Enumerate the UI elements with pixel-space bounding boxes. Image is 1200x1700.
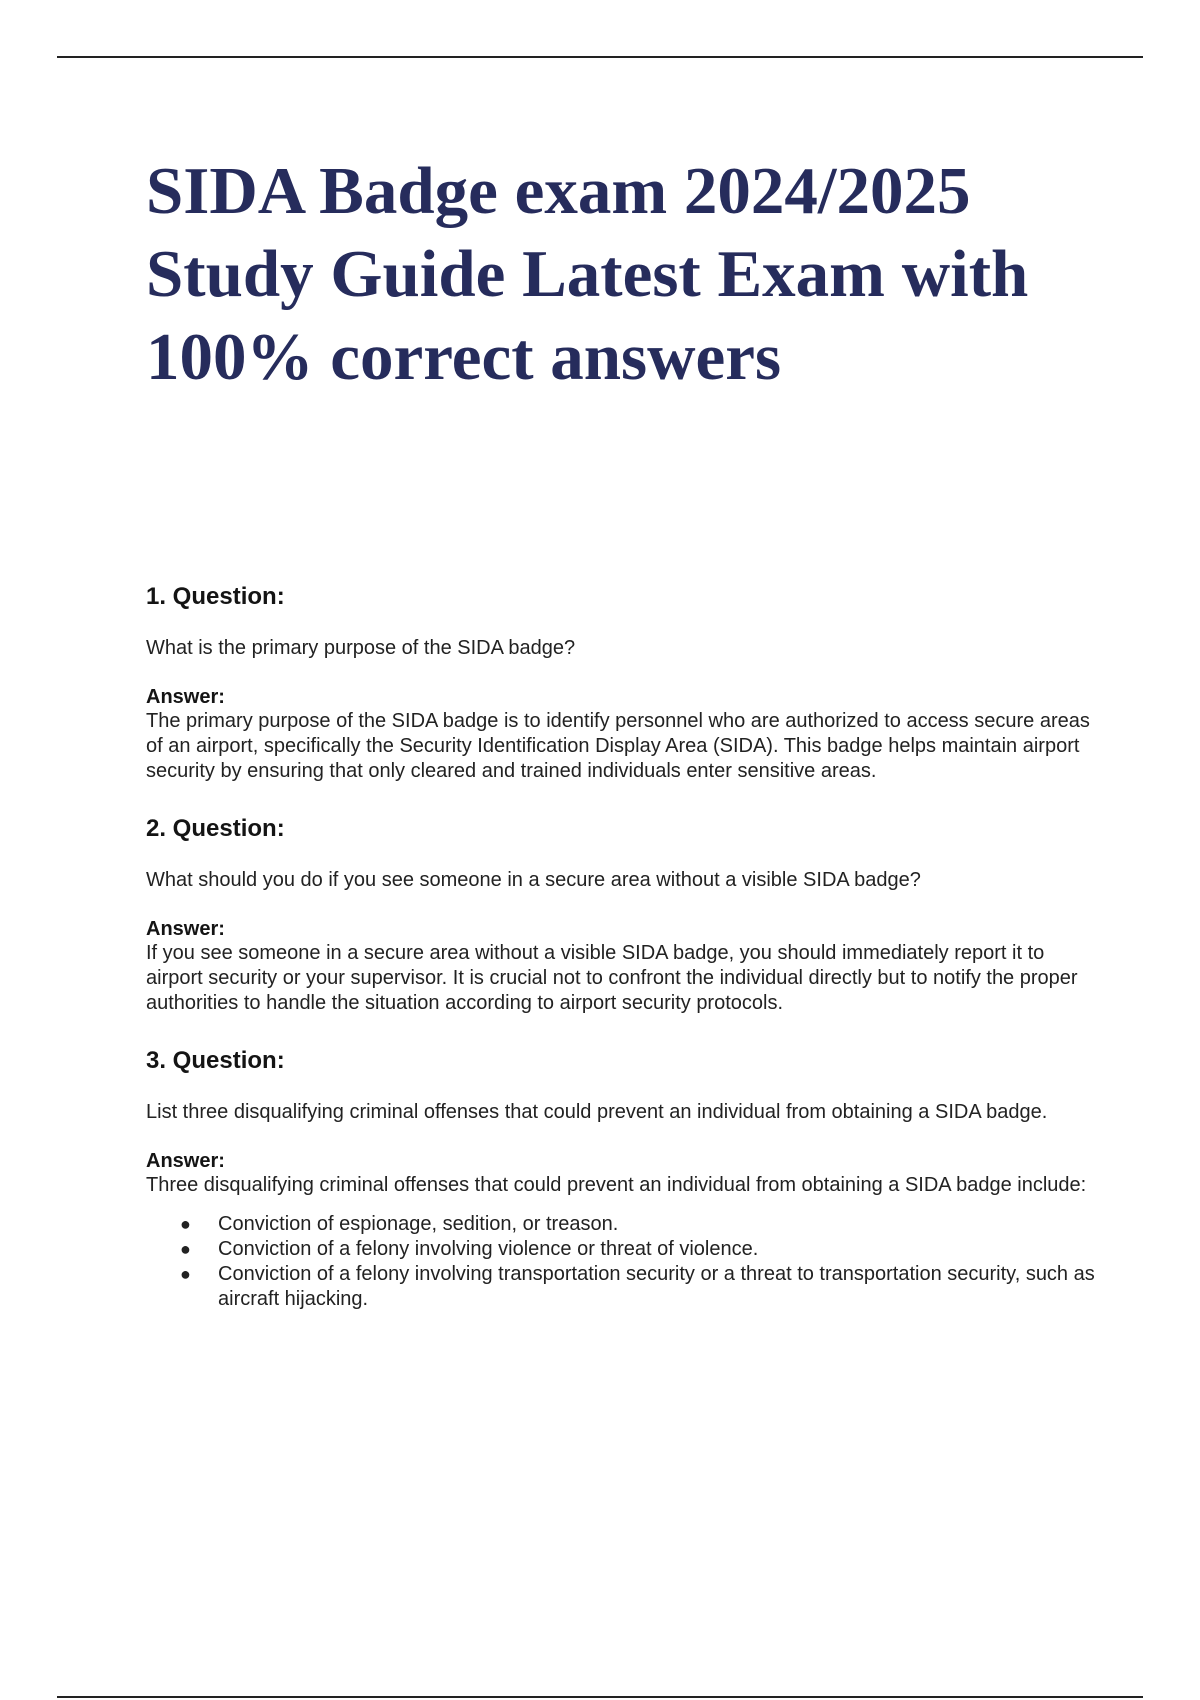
bottom-rule [57,1696,1143,1698]
bullet-icon: ● [180,1264,191,1284]
list-item-text: Conviction of a felony involving violence or threat of violence. [218,1238,759,1260]
question-text: What should you do if you see someone in a secure area without a visible SIDA badge? [146,869,921,891]
top-rule [57,56,1143,58]
question-heading: 2. Question: [146,815,285,842]
question-text: What is the primary purpose of the SIDA badge? [146,637,576,659]
list-item-text: Conviction of a felony involving transportation security or a threat to transportation security, such as aircraft hijacking. [218,1263,1095,1310]
list-item [180,1237,1096,1262]
list-item [180,1212,1096,1237]
answer-text: Three disqualifying criminal offenses that could prevent an individual from obtaining a SIDA badge include: [146,1174,1087,1196]
answer-text: The primary purpose of the SIDA badge is to identify personnel who are authorized to access secure areas of an airport, specifically the Security Identification Display Area (SIDA). This badge helps maintain airport security by ensuring that only cleared and trained individuals enter sensitive areas. [146,710,1090,782]
question-2 [146,814,1096,1016]
answer-list [146,1212,1096,1312]
answer-label: Answer: [146,1150,225,1172]
bullet-icon: ● [180,1239,191,1259]
list-item-text: Conviction of espionage, sedition, or treason. [218,1213,619,1235]
question-3 [146,1046,1096,1312]
document-body [146,150,1096,1342]
answer-text: If you see someone in a secure area without a visible SIDA badge, you should immediately report it to airport security or your supervisor. It is crucial not to confront the individual directly but to notify the proper authorities to handle the situation according to airport security protocols. [146,942,1078,1014]
spacer [146,399,1096,582]
question-heading: 3. Question: [146,1047,285,1074]
answer-label: Answer: [146,918,225,940]
list-item [180,1262,1096,1312]
bullet-icon: ● [180,1214,191,1234]
question-heading: 1. Question: [146,583,285,610]
question-1 [146,582,1096,784]
question-text: List three disqualifying criminal offenses that could prevent an individual from obtaining a SIDA badge. [146,1101,1048,1123]
document-title: SIDA Badge exam 2024/2025 Study Guide Latest Exam with 100% correct answers [146,154,1029,394]
answer-label: Answer: [146,686,225,708]
